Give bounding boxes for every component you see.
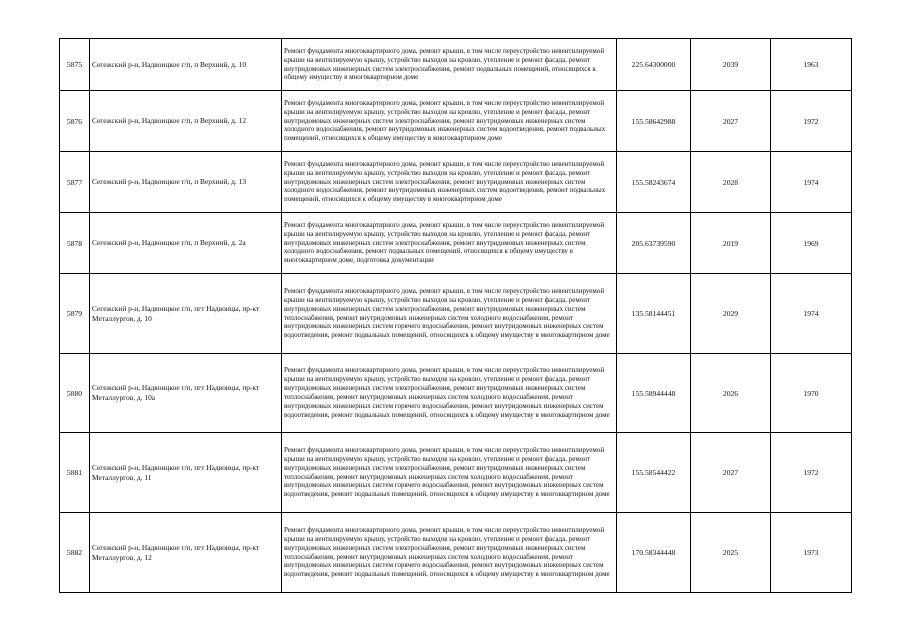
row-number: 5877 xyxy=(60,152,90,213)
row-built-year: 1972 xyxy=(771,433,852,513)
row-works: Ремонт фундамента многоквартирного дома, ремонт крыши, в том числе переустройство невентилируемой крыши на вентилируемую крышу, устройство выходов на кровлю, утепление и ремонт фасада, ремонт внутридомовых инженерных систем электроснабжения, ремонт внутридомовых инженерных систем холодного водоснабжения, ремонт подвальных помещений, относящихся к общему имуществу в многоквартирном доме, подготовка документации xyxy=(282,213,617,274)
row-planned-year: 2027 xyxy=(691,91,771,152)
row-works: Ремонт фундамента многоквартирного дома, ремонт крыши, в том числе переустройство невентилируемой крыши на вентилируемую крышу, устройство выходов на кровлю, утепление и ремонт фасада, ремонт внутридомовых инженерных систем электроснабжения, ремонт внутридомовых инженерных систем холодного водоснабжения, ремонт внутридомовых инженерных систем водоотведения, ремонт подвальных помещений, относящихся к общему имуществу в многоквартирном доме xyxy=(282,91,617,152)
table-row xyxy=(60,274,852,354)
row-area: 225.64300000 xyxy=(617,39,691,91)
row-number: 5875 xyxy=(60,39,90,91)
row-built-year: 1970 xyxy=(771,354,852,433)
table-row xyxy=(60,513,852,593)
row-area: 170.58344448 xyxy=(617,513,691,593)
table-row xyxy=(60,433,852,513)
row-number: 5881 xyxy=(60,433,90,513)
row-number: 5882 xyxy=(60,513,90,593)
table-row xyxy=(60,354,852,433)
row-planned-year: 2025 xyxy=(691,513,771,593)
row-works: Ремонт фундамента многоквартирного дома, ремонт крыши, в том числе переустройство невентилируемой крыши на вентилируемую крышу, устройство выходов на кровлю, утепление и ремонт фасада, ремонт внутридомовых инженерных систем электроснабжения, ремонт внутридомовых инженерных систем теплоснабжения, ремонт внутридомовых инженерных систем холодного водоснабжения, ремонт внутридомовых инженерных систем горячего водоснабжения, ремонт внутридомовых инженерных систем водоотведения, ремонт подвальных помещений, относящихся к общему имуществу в многоквартирном доме xyxy=(282,274,617,354)
row-built-year: 1974 xyxy=(771,152,852,213)
row-number: 5879 xyxy=(60,274,90,354)
row-address: Сегежский р-н, Надвоицкое г/п, п Верхний, д. 10 xyxy=(90,39,282,91)
row-address: Сегежский р-н, Надвоицкое г/п, п Верхний, д. 2а xyxy=(90,213,282,274)
row-number: 5876 xyxy=(60,91,90,152)
table-row xyxy=(60,39,852,91)
row-works: Ремонт фундамента многоквартирного дома, ремонт крыши, в том числе переустройство невентилируемой крыши на вентилируемую крышу, устройство выходов на кровлю, утепление и ремонт фасада, ремонт внутридомовых инженерных систем электроснабжения, ремонт внутридомовых инженерных систем теплоснабжения, ремонт внутридомовых инженерных систем холодного водоснабжения, ремонт внутридомовых инженерных систем горячего водоснабжения, ремонт внутридомовых инженерных систем водоотведения, ремонт подвальных помещений, относящихся к общему имуществу в многоквартирном доме xyxy=(282,513,617,593)
row-address: Сегежский р-н, Надвоицкое г/п, пгт Надвоицы, пр-кт Металлургов, д. 11 xyxy=(90,433,282,513)
row-area: 155.58642988 xyxy=(617,91,691,152)
row-address: Сегежский р-н, Надвоицкое г/п, пгт Надвоицы, пр-кт Металлургов, д. 10а xyxy=(90,354,282,433)
row-built-year: 1972 xyxy=(771,91,852,152)
table-row xyxy=(60,152,852,213)
row-address: Сегежский р-н, Надвоицкое г/п, пгт Надвоицы, пр-кт Металлургов, д. 10 xyxy=(90,274,282,354)
row-address: Сегежский р-н, Надвоицкое г/п, пгт Надвоицы, пр-кт Металлургов, д. 12 xyxy=(90,513,282,593)
row-area: 135.58144451 xyxy=(617,274,691,354)
row-planned-year: 2029 xyxy=(691,274,771,354)
row-built-year: 1973 xyxy=(771,513,852,593)
row-planned-year: 2028 xyxy=(691,152,771,213)
row-planned-year: 2026 xyxy=(691,354,771,433)
register-table xyxy=(59,38,852,593)
row-area: 205.63739590 xyxy=(617,213,691,274)
table-row xyxy=(60,213,852,274)
row-planned-year: 2019 xyxy=(691,213,771,274)
row-area: 155.58944448 xyxy=(617,354,691,433)
row-built-year: 1969 xyxy=(771,213,852,274)
row-area: 155.58544422 xyxy=(617,433,691,513)
row-number: 5880 xyxy=(60,354,90,433)
row-works: Ремонт фундамента многоквартирного дома, ремонт крыши, в том числе переустройство невентилируемой крыши на вентилируемую крышу, устройство выходов на кровлю, утепление и ремонт фасада, ремонт внутридомовых инженерных систем электроснабжения, ремонт внутридомовых инженерных систем теплоснабжения, ремонт внутридомовых инженерных систем холодного водоснабжения, ремонт внутридомовых инженерных систем горячего водоснабжения, ремонт внутридомовых инженерных систем водоотведения, ремонт подвальных помещений, относящихся к общему имуществу в многоквартирном доме xyxy=(282,433,617,513)
row-built-year: 1963 xyxy=(771,39,852,91)
row-works: Ремонт фундамента многоквартирного дома, ремонт крыши, в том числе переустройство невентилируемой крыши на вентилируемую крышу, устройство выходов на кровлю, утепление и ремонт фасада, ремонт внутридомовых инженерных систем электроснабжения, ремонт подвальных помещений, относящихся к общему имуществу в многоквартирном доме xyxy=(282,39,617,91)
row-address: Сегежский р-н, Надвоицкое г/п, п Верхний, д. 13 xyxy=(90,152,282,213)
row-planned-year: 2039 xyxy=(691,39,771,91)
row-built-year: 1974 xyxy=(771,274,852,354)
row-address: Сегежский р-н, Надвоицкое г/п, п Верхний, д. 12 xyxy=(90,91,282,152)
row-area: 155.58243674 xyxy=(617,152,691,213)
table-row xyxy=(60,91,852,152)
row-number: 5878 xyxy=(60,213,90,274)
row-planned-year: 2027 xyxy=(691,433,771,513)
row-works: Ремонт фундамента многоквартирного дома, ремонт крыши, в том числе переустройство невентилируемой крыши на вентилируемую крышу, устройство выходов на кровлю, утепление и ремонт фасада, ремонт внутридомовых инженерных систем электроснабжения, ремонт внутридомовых инженерных систем холодного водоснабжения, ремонт внутридомовых инженерных систем водоотведения, ремонт подвальных помещений, относящихся к общему имуществу в многоквартирном доме xyxy=(282,152,617,213)
row-works: Ремонт фундамента многоквартирного дома, ремонт крыши, в том числе переустройство невентилируемой крыши на вентилируемую крышу, устройство выходов на кровлю, утепление и ремонт фасада, ремонт внутридомовых инженерных систем электроснабжения, ремонт внутридомовых инженерных систем теплоснабжения, ремонт внутридомовых инженерных систем холодного водоснабжения, ремонт внутридомовых инженерных систем горячего водоснабжения, ремонт внутридомовых инженерных систем водоотведения, ремонт подвальных помещений, относящихся к общему имуществу в многоквартирном доме xyxy=(282,354,617,433)
